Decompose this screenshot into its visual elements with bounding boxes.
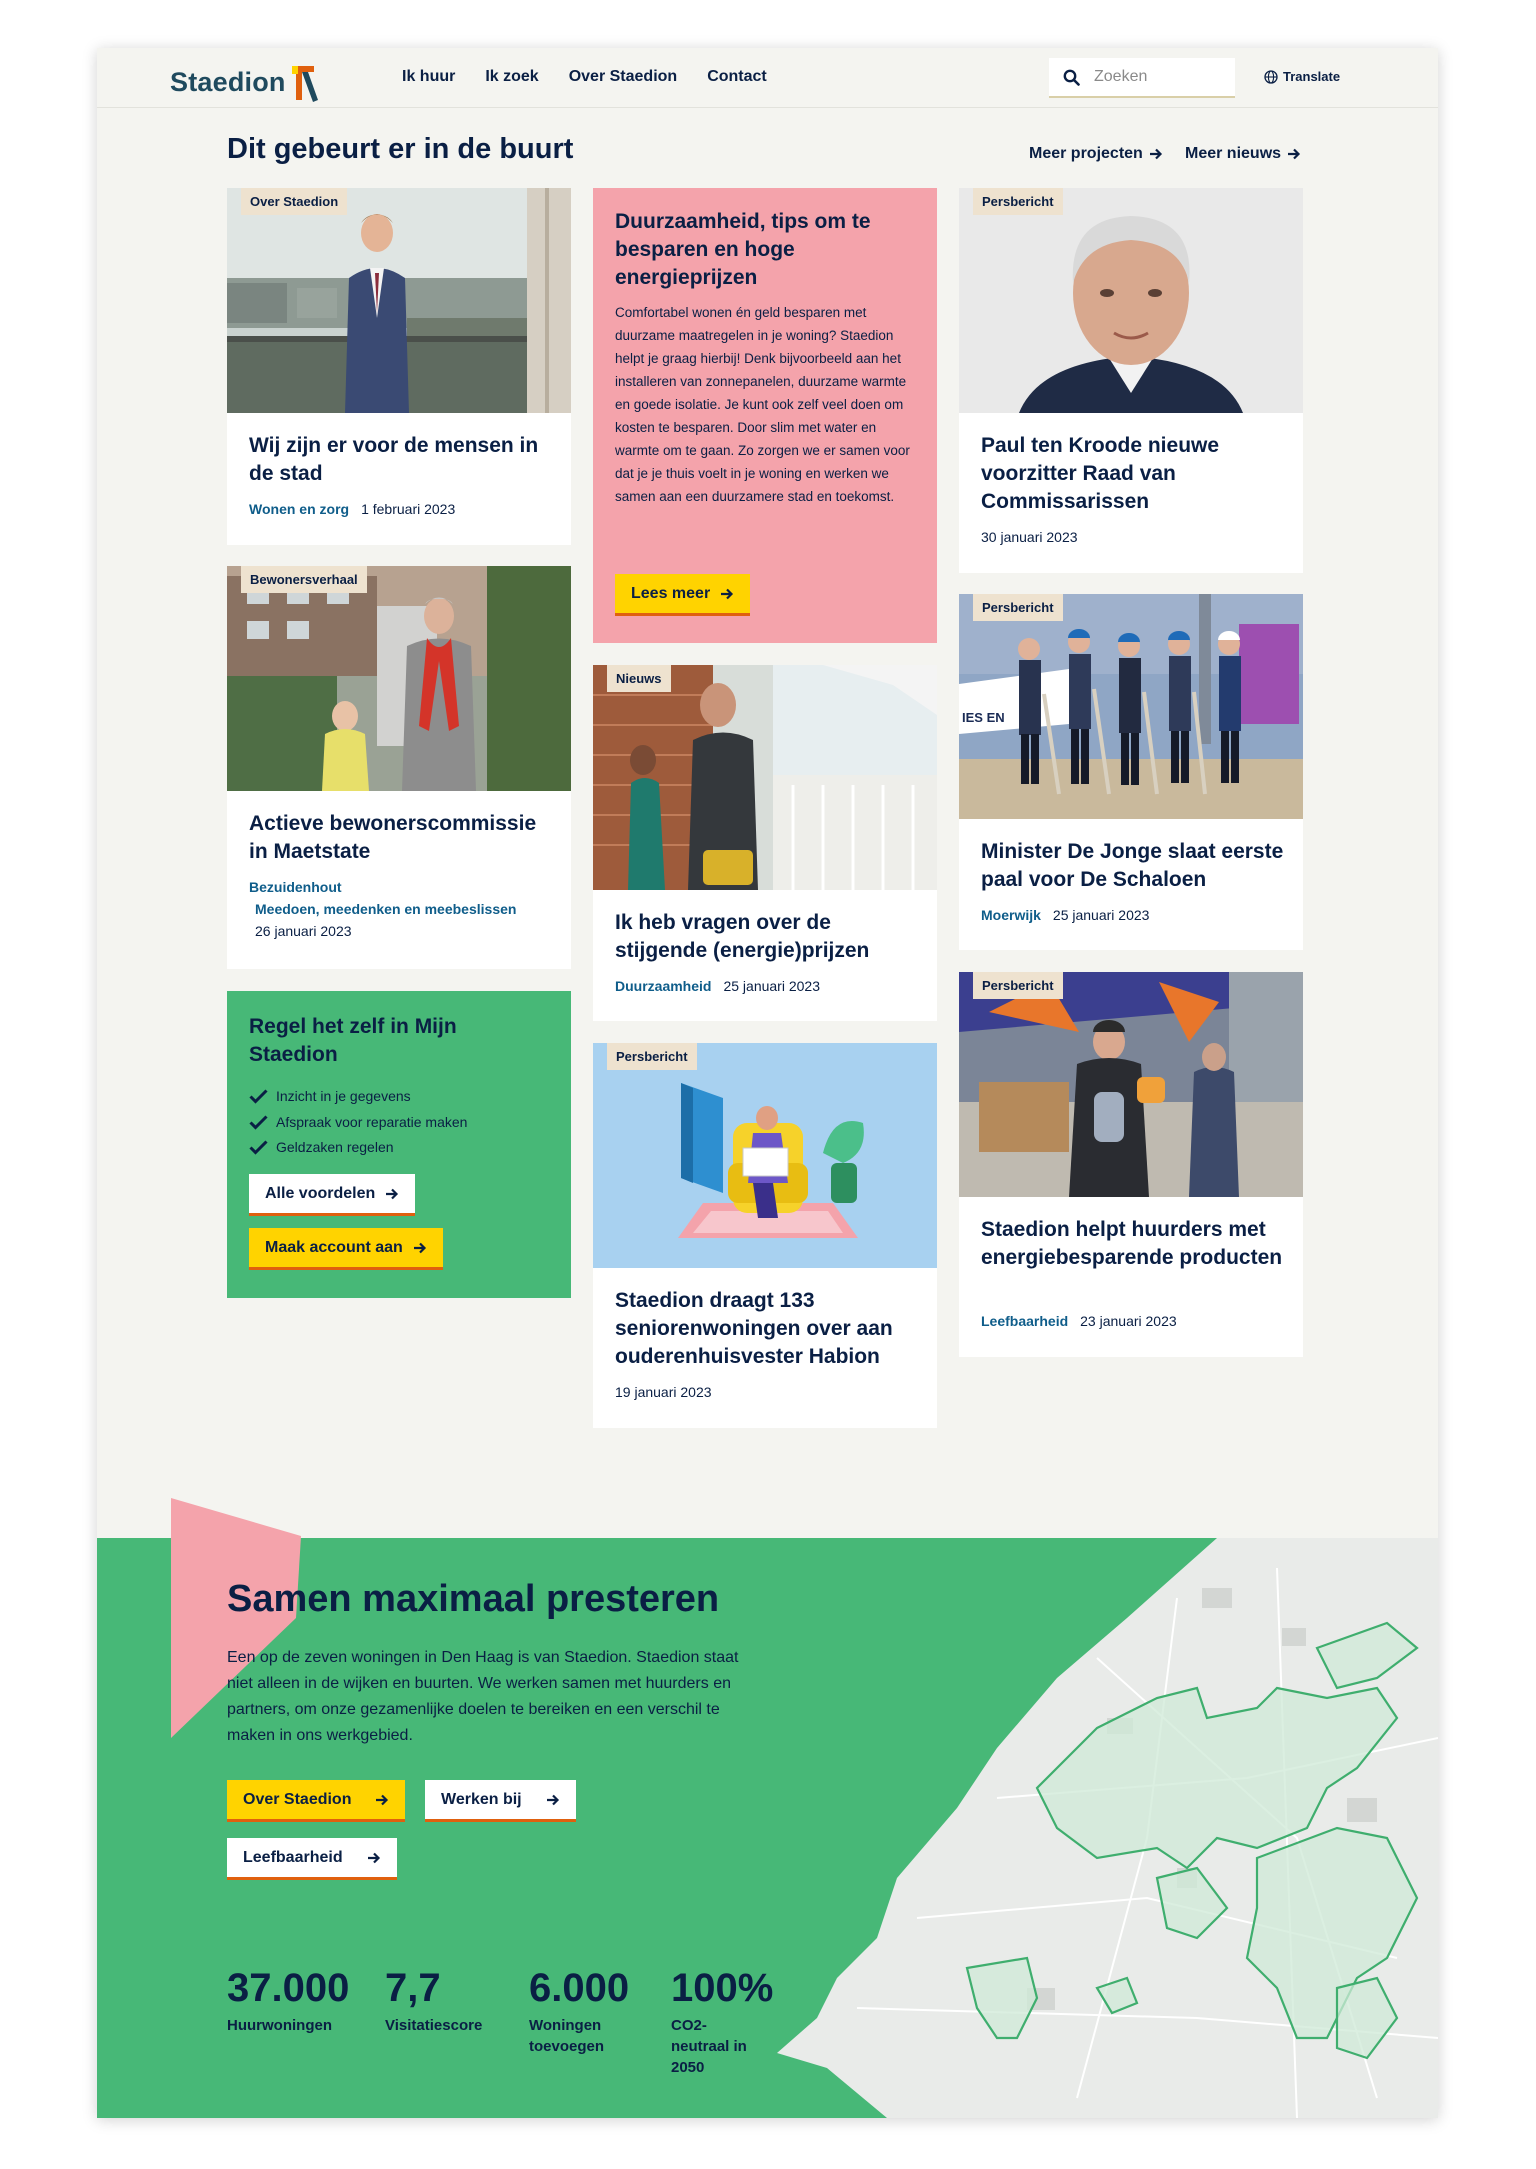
news-card-eerste-paal[interactable] (959, 594, 1303, 950)
card-category[interactable]: Bezuidenhout (249, 879, 342, 895)
button-label: Lees meer (631, 584, 711, 602)
card-date: 1 februari 2023 (361, 501, 456, 517)
card-tag: Nieuws (607, 665, 671, 692)
card-category[interactable]: Wonen en zorg (249, 501, 350, 517)
card-date: 23 januari 2023 (1080, 1313, 1177, 1329)
leefbaarheid-button[interactable] (227, 1838, 397, 1880)
news-card-seniorenwoningen[interactable] (593, 1043, 937, 1428)
promo-body: Comfortabel wonen én geld besparen met duurzame maatregelen in je woning? Staedion helpt je graag hierbij! Denk bijvoorbeeld aan het installeren van zonnepanelen, duurzame warmte en goede isolatie. Je kunt ook zelf veel doen om kosten te besparen. Door slim met water en warmte om te gaan. Zo zorgen we er samen voor dat je je thuis voelt in je woning en werken we samen aan een duurzamere stad en toekomst. (615, 305, 910, 504)
translate-button[interactable] (1264, 69, 1340, 84)
stat-value: 6.000 (529, 1966, 630, 2010)
card-photo-man-on-balcony (227, 188, 571, 413)
more-projects-label: Meer projecten (1029, 145, 1143, 162)
stat-value: 7,7 (385, 1966, 441, 2010)
arrow-right-icon (1287, 148, 1301, 160)
card-title[interactable]: Ik heb vragen over de stijgende (energie)prijzen (615, 911, 870, 962)
button-label: Alle voordelen (265, 1184, 376, 1202)
werken-bij-button[interactable] (425, 1780, 576, 1822)
benefit-item (249, 1084, 467, 1110)
card-title[interactable]: Staedion helpt huurders met energiebesparende producten (981, 1218, 1283, 1269)
card-tag: Over Staedion (241, 188, 347, 215)
card-photo-two-residents (227, 566, 571, 791)
card-illustration-reading-chair (593, 1043, 937, 1268)
card-tag: Persbericht (973, 188, 1063, 215)
benefits-list (249, 1084, 467, 1161)
card-meta (249, 501, 455, 517)
main-nav (402, 68, 767, 86)
arrow-right-icon (720, 588, 734, 600)
card-date: 19 januari 2023 (615, 1384, 712, 1400)
card-category[interactable]: Duurzaamheid (615, 978, 712, 994)
presteren-text: Een op de zeven woningen in Den Haag is van Staedion. Staedion staat niet alleen in de wijken en buurten. We werken samen met huurders en partners, om onze gezamenlijke doelen te bereiken en een verschil te maken in ons werkgebied. (227, 1649, 739, 1744)
section-title: Dit gebeurt er in de buurt (227, 133, 574, 165)
alle-voordelen-button[interactable] (249, 1174, 415, 1216)
search-input[interactable] (1094, 68, 1214, 86)
checkmark-icon (249, 1089, 268, 1104)
more-news-link[interactable] (1185, 145, 1301, 163)
news-card-energieprijzen[interactable] (593, 665, 937, 1021)
search-box (1049, 58, 1235, 98)
card-date: 25 januari 2023 (1052, 907, 1150, 923)
top-navigation-bar (97, 48, 1438, 108)
nav-over-staedion[interactable]: Over Staedion (568, 68, 678, 85)
presteren-title: Samen maximaal presteren (227, 1578, 720, 1620)
stat-label: Visitatiescore (385, 2017, 483, 2034)
page-frame (97, 48, 1438, 2118)
card-photo-doorstep-visit (593, 665, 937, 890)
promo-card-duurzaamheid (593, 188, 937, 643)
nav-contact[interactable]: Contact (707, 68, 767, 85)
nav-ik-huur[interactable]: Ik huur (402, 68, 456, 85)
stat-value: 100% (671, 1966, 774, 2010)
card-meta (249, 879, 516, 939)
benefit-item (249, 1110, 467, 1136)
card-title[interactable]: Minister De Jonge slaat eerste paal voor De Schaloen (981, 840, 1284, 891)
card-title[interactable]: Actieve bewonerscommissie in Maetstate (249, 812, 537, 863)
card-photo-portrait-man (959, 188, 1303, 413)
card-meta (615, 978, 820, 994)
benefit-item (249, 1135, 467, 1161)
mijn-staedion-title: Regel het zelf in Mijn Staedion (249, 1015, 457, 1066)
card-tag: Persbericht (973, 972, 1063, 999)
stat-huurwoningen (227, 1965, 349, 2036)
news-card-paul-ten-kroode[interactable] (959, 188, 1303, 573)
arrow-right-icon (413, 1242, 427, 1254)
stat-co2-neutraal (671, 1965, 774, 2078)
card-meta (981, 907, 1149, 923)
button-label: Maak account aan (265, 1238, 403, 1256)
logo-wordmark: Staedion (170, 66, 286, 97)
button-label: Leefbaarheid (243, 1848, 343, 1866)
card-tag: Bewonersverhaal (241, 566, 367, 593)
card-date: 30 januari 2023 (981, 529, 1078, 545)
promo-title[interactable]: Duurzaamheid, tips om te besparen en hoge energieprijzen (615, 210, 871, 289)
card-tag: Persbericht (973, 594, 1063, 621)
checkmark-icon (249, 1115, 268, 1130)
globe-icon (1264, 70, 1278, 84)
benefit-label: Geldzaken regelen (276, 1139, 394, 1155)
card-title[interactable]: Wij zijn er voor de mensen in de stad (249, 434, 539, 485)
over-staedion-button[interactable] (227, 1780, 405, 1822)
sign-text: IES EN (962, 710, 1005, 725)
stat-label: Woningen toevoegen (529, 2017, 605, 2055)
translate-label: Translate (1283, 69, 1341, 84)
card-category-secondary[interactable]: Meedoen, meedenken en meebeslissen (255, 901, 517, 917)
more-news-label: Meer nieuws (1185, 145, 1282, 162)
card-date: 25 januari 2023 (723, 978, 820, 994)
button-label: Over Staedion (243, 1790, 352, 1808)
arrow-right-icon (532, 1794, 560, 1806)
card-category[interactable]: Leefbaarheid (981, 1313, 1069, 1329)
button-label: Werken bij (441, 1790, 522, 1808)
card-category[interactable]: Moerwijk (981, 907, 1041, 923)
card-date: 26 januari 2023 (255, 923, 352, 939)
mijn-staedion-promo (227, 991, 571, 1298)
card-title[interactable]: Paul ten Kroode nieuwe voorzitter Raad van Commissarissen (981, 434, 1220, 513)
benefit-label: Afspraak voor reparatie maken (276, 1113, 468, 1130)
arrow-right-icon (361, 1794, 389, 1806)
more-projects-link[interactable] (1029, 145, 1163, 163)
stat-visitatiescore (385, 1965, 482, 2036)
benefit-label: Inzicht in je gegevens (276, 1088, 411, 1104)
search-icon[interactable] (1063, 69, 1080, 86)
stat-label: Huurwoningen (227, 2017, 332, 2034)
maak-account-button[interactable] (249, 1228, 443, 1270)
logo-mark-icon (288, 60, 322, 104)
lees-meer-button[interactable] (615, 574, 750, 616)
news-card-bewonerscommissie[interactable] (227, 566, 571, 969)
card-tag: Persbericht (607, 1043, 697, 1070)
news-card-energiebesparende-producten[interactable] (959, 972, 1303, 1357)
arrow-right-icon (385, 1188, 399, 1200)
card-photo-groundbreaking (959, 594, 1303, 819)
card-meta (981, 1313, 1177, 1329)
arrow-right-icon (1149, 148, 1163, 160)
stat-woningen-toevoegen (529, 1965, 639, 2057)
card-title[interactable]: Staedion draagt 133 seniorenwoningen over aan ouderenhuisvester Habion (615, 1289, 893, 1368)
stat-value: 37.000 (227, 1966, 350, 2010)
news-card-mensen-in-de-stad[interactable] (227, 188, 571, 545)
staedion-logo[interactable] (170, 60, 322, 104)
checkmark-icon (249, 1140, 268, 1155)
card-photo-market-stand (959, 972, 1303, 1197)
nav-ik-zoek[interactable]: Ik zoek (485, 68, 539, 85)
stat-label: CO2-neutraal in 2050 (671, 2017, 747, 2076)
arrow-right-icon (353, 1852, 381, 1864)
